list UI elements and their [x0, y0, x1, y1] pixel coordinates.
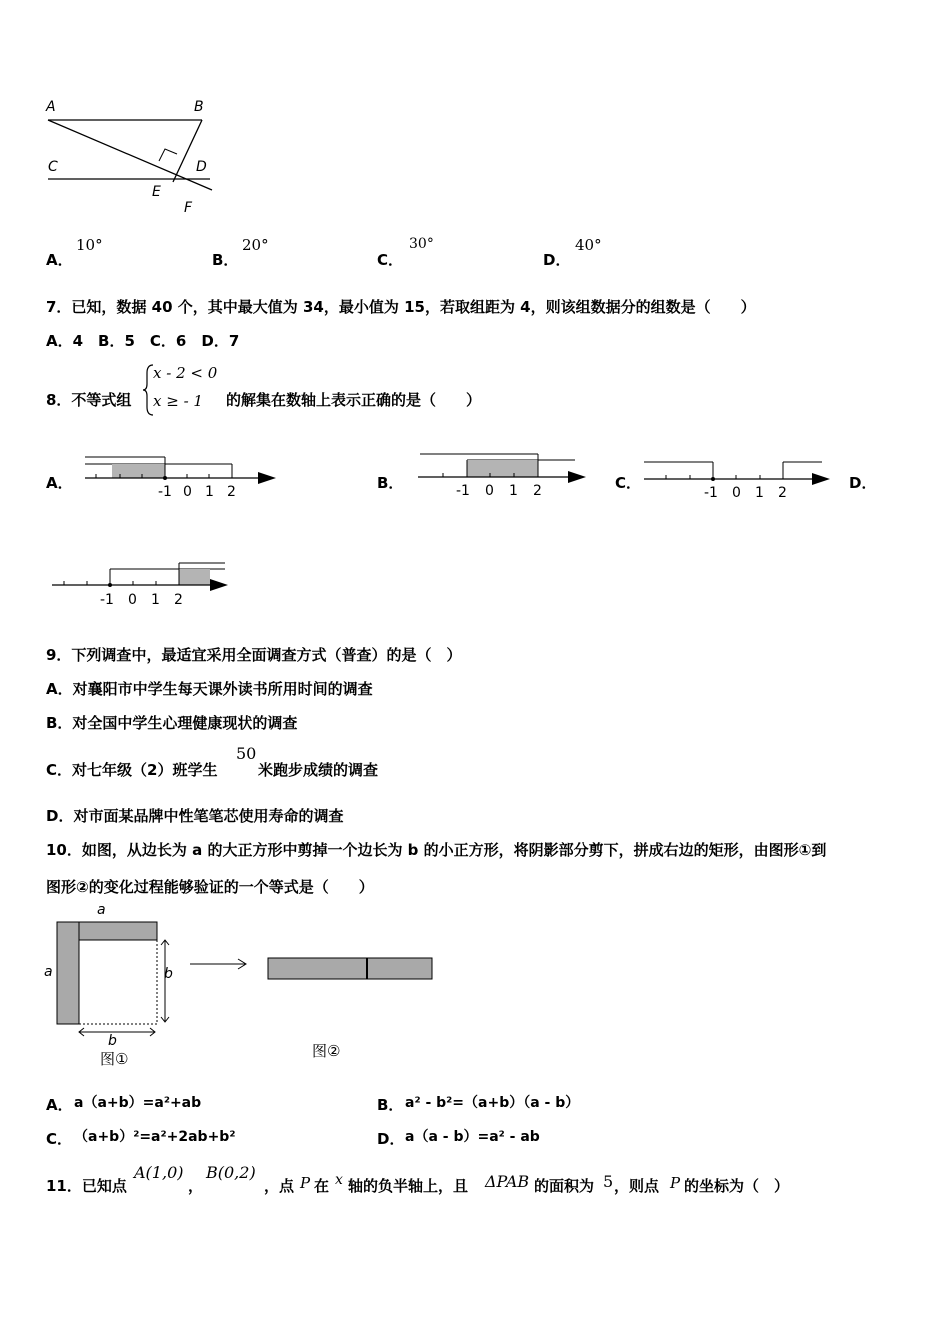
label-a: A: [46, 99, 56, 115]
q11-text-2: 在: [314, 1177, 330, 1195]
label-c: C: [48, 159, 58, 175]
q10-option-d[interactable]: a（a - b）=a² - ab: [405, 1129, 540, 1145]
q11-point-a: A(1,0): [134, 1163, 184, 1182]
label-e: E: [152, 184, 161, 200]
q6-option-c-value: 30°: [409, 236, 434, 252]
q9-stem: 9．下列调查中，最适宜采用全面调查方式（普查）的是（ ）: [46, 646, 462, 664]
label-a-left: a: [44, 964, 53, 980]
tick-label: 1: [205, 484, 214, 500]
q8-option-a-letter[interactable]: A．: [46, 474, 73, 492]
q10-option-b-letter[interactable]: B．: [377, 1096, 404, 1114]
q11-text-5: ，则点: [614, 1177, 660, 1195]
tick-label: 2: [174, 592, 183, 608]
q11-triangle: ΔPAB: [485, 1172, 530, 1191]
q10-option-d-letter[interactable]: D．: [377, 1130, 405, 1148]
tick-label: 0: [485, 483, 494, 499]
number-line-d[interactable]: [50, 558, 235, 610]
tick-label: 2: [227, 484, 236, 500]
q6-option-d-letter[interactable]: D．: [543, 251, 571, 269]
tick-label: 0: [732, 485, 741, 501]
q6-option-b-letter[interactable]: B．: [212, 251, 239, 269]
q6-option-c-letter[interactable]: C．: [377, 251, 404, 269]
q11-five: 5: [603, 1172, 614, 1191]
tick-label: 1: [755, 485, 764, 501]
tick-label: -1: [456, 483, 470, 499]
q10-option-a[interactable]: a（a+b）=a²+ab: [74, 1095, 202, 1111]
q11-comma: ，: [188, 1177, 204, 1195]
q11-x: x: [335, 1172, 343, 1188]
q11-prefix: 11．已知点: [46, 1177, 127, 1195]
tick-label: 2: [778, 485, 787, 501]
q11-p-1: P: [300, 1174, 311, 1192]
label-a-top: a: [97, 902, 106, 918]
q8-ineq-2: x ≥ - 1: [153, 392, 203, 410]
tick-label: -1: [704, 485, 718, 501]
label-b-bottom: b: [108, 1033, 117, 1049]
q11-text-3: 轴的负半轴上，且: [348, 1177, 469, 1195]
q9-option-a[interactable]: A．对襄阳市中学生每天课外读书所用时间的调查: [46, 680, 373, 698]
q7-stem: 7．已知，数据 40 个，其中最大值为 34，最小值为 15，若取组距为 4，则该组数据分的组数是（ ）: [46, 298, 756, 316]
tick-label: 0: [183, 484, 192, 500]
number-line-a[interactable]: [80, 452, 280, 502]
label-b: B: [194, 99, 204, 115]
q11-point-b: B(0,2): [206, 1163, 256, 1182]
number-line-c[interactable]: [642, 455, 837, 505]
number-line-b[interactable]: [410, 448, 590, 502]
tick-label: -1: [100, 592, 114, 608]
q8-option-d-letter[interactable]: D．: [849, 474, 877, 492]
q11-text-4: 的面积为: [534, 1177, 595, 1195]
q11-text-6: 的坐标为（ ）: [684, 1177, 790, 1195]
q8-ineq-1: x - 2 < 0: [153, 364, 218, 382]
right-angle-mark: [159, 149, 177, 161]
figure-1-caption: 图①: [100, 1050, 129, 1068]
q10-stem-line-1: 10．如图，从边长为 a 的大正方形中剪掉一个边长为 b 的小正方形，将阴影部分剪下，拼成右边的矩形，由图形①到: [46, 841, 827, 859]
tick-label: 2: [533, 483, 542, 499]
label-d: D: [196, 159, 207, 175]
q6-option-d-value: 40°: [575, 236, 602, 254]
q10-option-a-letter[interactable]: A．: [46, 1096, 73, 1114]
transform-arrow-icon: [188, 956, 250, 972]
q10-option-b[interactable]: a² - b²=（a+b）（a - b）: [405, 1095, 580, 1111]
q10-option-c-letter[interactable]: C．: [46, 1130, 73, 1148]
tick-label: 1: [509, 483, 518, 499]
q9-option-c-rest: 米跑步成绩的调查: [258, 761, 379, 779]
figure-2: [266, 955, 436, 983]
q10-option-c[interactable]: （a+b）²=a²+2ab+b²: [74, 1129, 236, 1145]
q9-option-b[interactable]: B．对全国中学生心理健康现状的调查: [46, 714, 298, 732]
label-b-right: b: [164, 966, 173, 982]
q11-text-1: ，点: [264, 1177, 295, 1195]
q11-p-2: P: [670, 1174, 681, 1192]
q9-option-c[interactable]: C．对七年级（2）班学生: [46, 761, 218, 779]
q8-option-c-letter[interactable]: C．: [615, 474, 642, 492]
q7-options[interactable]: A．4 B．5 C．6 D．7: [46, 332, 240, 350]
figure-2-caption: 图②: [312, 1042, 341, 1060]
tick-label: 0: [128, 592, 137, 608]
geometry-figure: [40, 95, 220, 220]
q6-option-a-letter[interactable]: A．: [46, 251, 73, 269]
q6-option-b-value: 20°: [242, 236, 269, 254]
q6-option-a-value: 10°: [76, 236, 103, 254]
label-f: F: [184, 200, 193, 216]
figure-1: [40, 900, 190, 1070]
q9-option-c-number: 50: [236, 744, 257, 763]
q9-option-d[interactable]: D．对市面某品牌中性笔笔芯使用寿命的调查: [46, 807, 344, 825]
tick-label: -1: [158, 484, 172, 500]
q8-prefix: 8．不等式组: [46, 391, 132, 409]
q8-suffix: 的解集在数轴上表示正确的是（ ）: [226, 391, 482, 409]
q10-stem-line-2: 图形②的变化过程能够验证的一个等式是（ ）: [46, 878, 374, 896]
tick-label: 1: [151, 592, 160, 608]
q8-option-b-letter[interactable]: B．: [377, 474, 404, 492]
